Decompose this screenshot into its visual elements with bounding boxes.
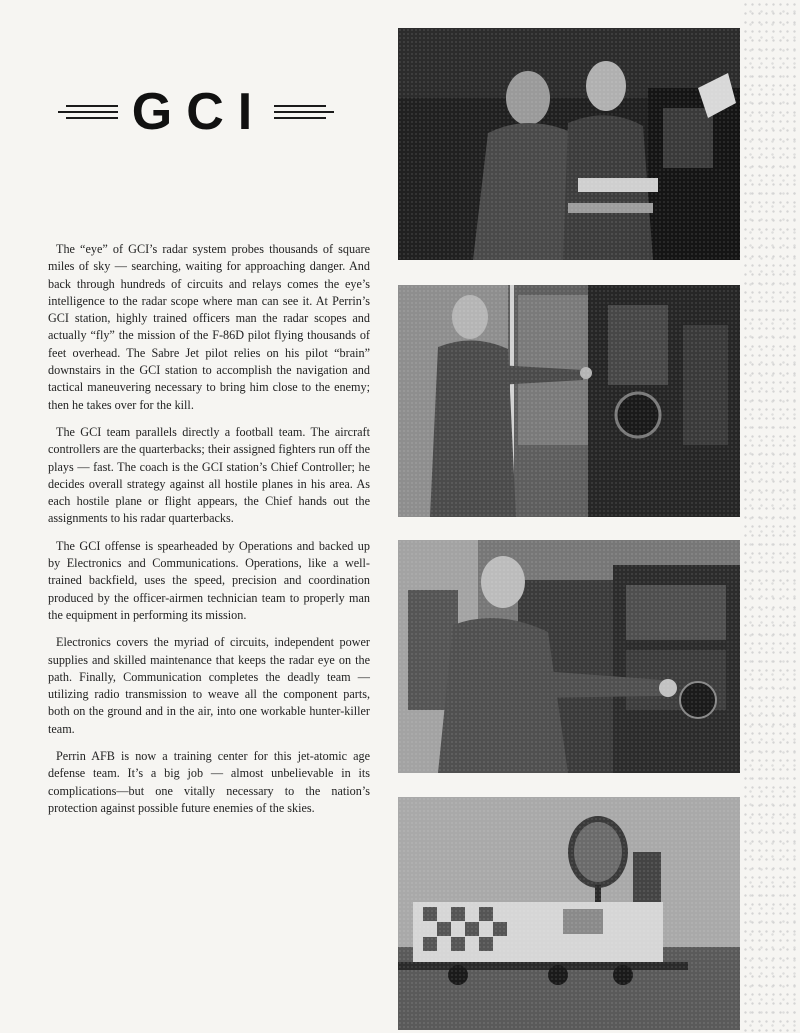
article-body xyxy=(48,241,370,827)
title-rule-left xyxy=(58,105,118,119)
paragraph: The GCI offense is spearheaded by Operations and backed up by Electronics and Communications. Operations, like a well-trained backfield, uses the speed, precision and coordination produced by the officer-airmen technician team to properly man the equipment in performing its mission. xyxy=(48,538,370,622)
photo-radar-scope-officers xyxy=(398,28,740,260)
binding-edge xyxy=(742,0,800,1033)
paragraph: The “eye” of GCI’s radar system probes thousands of square miles of sky — searching, waiting for approaching danger. And back through hundreds of circuits and relays comes the eye’s intelligence to the radar scope where man can see it. At Perrin’s GCI station, highly trained officers man the radar scopes and actually “fly” the mission of the F-86D pilot flying thousands of feet overhead. The Sabre Jet pilot relies on his pilot “brain” downstairs in the GCI station to accomplish the navigation and tactical maneuvering necessary to bring him close to the enemy; then he takes over for the kill. xyxy=(48,242,370,412)
photo-radar-van xyxy=(398,797,740,1030)
photo-airman-equipment-panel xyxy=(398,285,740,517)
paragraph: Electronics covers the myriad of circuits, independent power supplies and skilled maintenance that keeps the radar eye on the path. Finally, Communication completes the deadly team — utilizing radio transmission to weave all the component parts, both on the ground and in the air, into one workable hunter-killer team. xyxy=(48,635,370,736)
page-title-block xyxy=(60,82,332,142)
photo-airman-transmitter xyxy=(398,540,740,773)
paragraph: Perrin AFB is now a training center for this jet-atomic age defense team. It’s a big job — almost unbelievable in its complications—but one vitally necessary to the nation’s protection against possible future enemies of the skies. xyxy=(48,749,370,815)
page-title: GCI xyxy=(131,83,267,141)
paragraph: The GCI team parallels directly a football team. The aircraft controllers are the quarterbacks; their assigned fighters run off the plays — fast. The coach is the GCI station’s Chief Controller; he decides overall strategy against all hostile planes in his area. As each hostile plane or flight appears, the Chief hands out the assignments to his radar quarterbacks. xyxy=(48,424,370,526)
title-rule-right xyxy=(274,105,334,119)
